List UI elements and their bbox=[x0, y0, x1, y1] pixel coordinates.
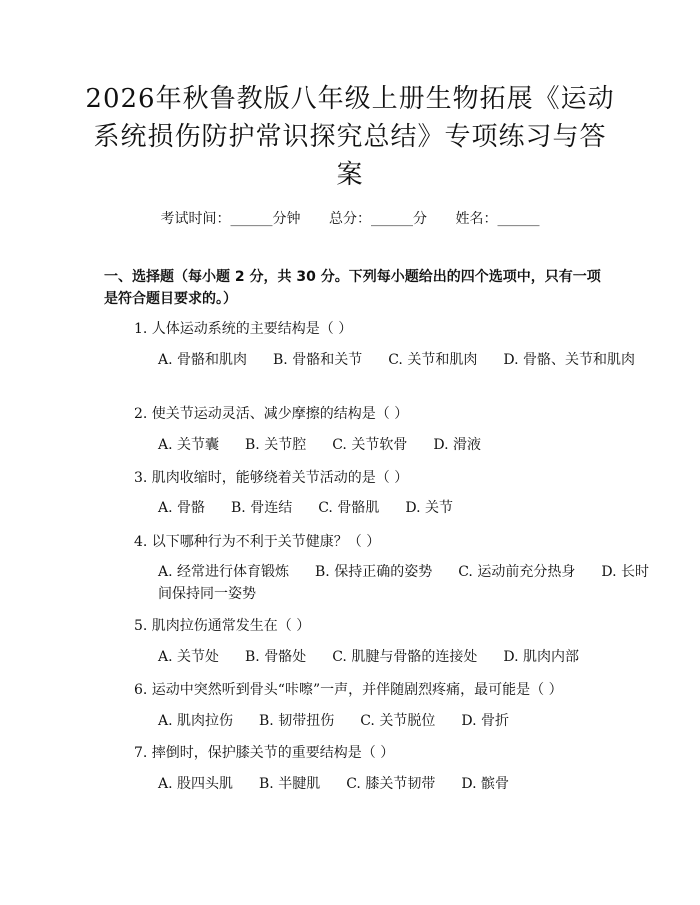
option: C. 膝关节韧带 bbox=[346, 776, 436, 792]
question-text: 5. 肌肉拉伤通常发生在（ ） bbox=[134, 618, 311, 634]
question-text: 7. 摔倒时，保护膝关节的重要结构是（ ） bbox=[134, 745, 395, 761]
document-title bbox=[80, 80, 620, 194]
option: A. 股四头肌 bbox=[158, 776, 234, 792]
question-options bbox=[104, 497, 654, 519]
option: D. 肌肉内部 bbox=[503, 649, 579, 665]
question-options bbox=[104, 710, 654, 732]
option: A. 肌肉拉伤 bbox=[158, 713, 234, 729]
question-options bbox=[104, 349, 654, 371]
title-line: 系统损伤防护常识探究总结》专项练习与答 bbox=[93, 122, 607, 152]
question-options bbox=[104, 773, 654, 795]
question-text: 4. 以下哪种行为不利于关节健康？（ ） bbox=[134, 534, 381, 550]
option: A. 关节囊 bbox=[158, 437, 220, 453]
option: A. 骨骼和肌肉 bbox=[158, 352, 248, 368]
question-text: 2. 使关节运动灵活、减少摩擦的结构是（ ） bbox=[134, 406, 409, 422]
exam-time: 考试时间：______分钟 bbox=[160, 211, 301, 227]
option: C. 关节软骨 bbox=[332, 437, 408, 453]
option: C. 运动前充分热身 bbox=[458, 564, 576, 580]
option: D. 长时间保持同一姿势 bbox=[158, 564, 649, 602]
title-line: 案 bbox=[336, 160, 364, 190]
exam-meta bbox=[0, 208, 700, 228]
title-line: 2026年秋鲁教版八年级上册生物拓展《运动 bbox=[85, 84, 615, 114]
exam-score: 总分：______分 bbox=[329, 211, 427, 227]
question-text: 3. 肌肉收缩时，能够绕着关节活动的是（ ） bbox=[134, 470, 409, 486]
option: D. 骨折 bbox=[461, 713, 509, 729]
option: B. 骨骼处 bbox=[245, 649, 307, 665]
option: B. 保持正确的姿势 bbox=[315, 564, 433, 580]
question-options bbox=[104, 434, 654, 456]
option: A. 关节处 bbox=[158, 649, 220, 665]
question-options bbox=[104, 646, 654, 668]
option: B. 骨骼和关节 bbox=[273, 352, 363, 368]
option: D. 骨骼、关节和肌肉 bbox=[503, 352, 635, 368]
option: B. 关节腔 bbox=[245, 437, 307, 453]
option: D. 关节 bbox=[405, 500, 453, 516]
option: A. 经常进行体育锻炼 bbox=[158, 564, 290, 580]
option: C. 关节脱位 bbox=[360, 713, 436, 729]
option: C. 关节和肌肉 bbox=[388, 352, 478, 368]
option: A. 骨骼 bbox=[158, 500, 206, 516]
option: B. 骨连结 bbox=[231, 500, 293, 516]
option: C. 骨骼肌 bbox=[318, 500, 380, 516]
question-text: 1. 人体运动系统的主要结构是（ ） bbox=[134, 321, 353, 337]
option: D. 滑液 bbox=[433, 437, 481, 453]
student-name: 姓名：______ bbox=[455, 211, 540, 227]
option: B. 半腱肌 bbox=[259, 776, 321, 792]
option: C. 肌腱与骨骼的连接处 bbox=[332, 649, 478, 665]
question-options bbox=[104, 561, 654, 605]
option: D. 髌骨 bbox=[461, 776, 509, 792]
question-text: 6. 运动中突然听到骨头“咔嚓”一声，并伴随剧烈疼痛，最可能是（ ） bbox=[134, 682, 563, 698]
option: B. 韧带扭伤 bbox=[259, 713, 335, 729]
section-heading: 一、选择题（每小题 2 分，共 30 分。下列每小题给出的四个选项中，只有一项是符合题目要求的。） bbox=[104, 269, 601, 307]
